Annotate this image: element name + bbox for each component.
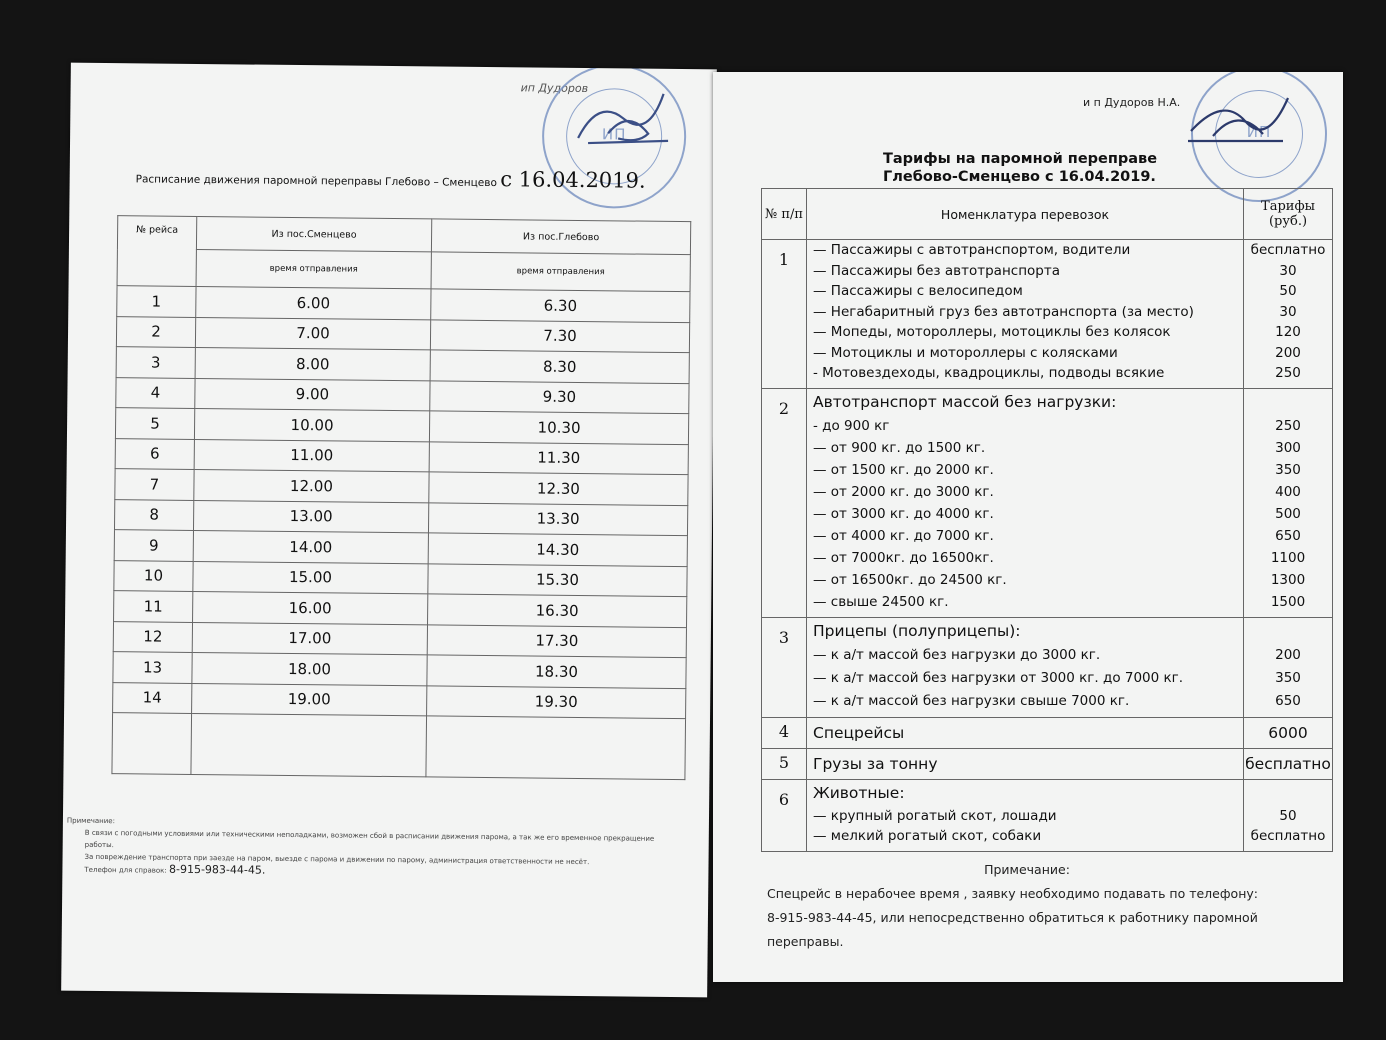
col-header-number: № рейса (117, 216, 197, 287)
trip-number: 14 (113, 682, 192, 713)
tariff-price: 200 (1275, 344, 1301, 361)
tariff-price: 650 (1275, 692, 1301, 709)
section-heading: Прицепы (полуприцепы): (813, 621, 1021, 640)
tariff-section (762, 748, 1333, 779)
section-description (807, 617, 1244, 717)
section-prices (1244, 717, 1333, 748)
departure-glebovo: 16.30 (428, 594, 687, 627)
tariff-price: 400 (1275, 483, 1301, 500)
trip-number: 4 (116, 377, 195, 408)
departure-glebovo: 15.30 (428, 563, 687, 596)
tariff-item: — Мотоциклы и мотороллеры с колясками (813, 344, 1118, 361)
departure-glebovo: 13.30 (428, 502, 687, 535)
schedule-note (66, 815, 657, 882)
trip-number: 1 (117, 286, 196, 317)
departure-glebovo: 6.30 (431, 289, 690, 322)
schedule-sheet (61, 63, 717, 998)
tariff-price: 250 (1275, 365, 1301, 381)
schedule-title-text: Расписание движения паромной переправы Глебово – Сменцево (135, 173, 497, 190)
section-description (807, 388, 1244, 617)
tariff-price: бесплатно (1250, 242, 1326, 258)
sub-header-departure: время отправления (431, 252, 690, 292)
tariff-sheet (713, 72, 1343, 982)
section-heading: Автотранспорт массой без нагрузки: (813, 392, 1117, 411)
tariff-section (762, 779, 1333, 851)
section-prices (1244, 617, 1333, 717)
section-heading: Спецрейсы (813, 723, 905, 742)
phone-label: Телефон для справок: (84, 865, 167, 875)
note-title: Примечание: (984, 862, 1070, 877)
departure-glebovo: 7.30 (430, 319, 689, 352)
departure-smentsevo: 12.00 (194, 469, 429, 502)
tariff-title-line1: Тарифы на паромной переправе (883, 151, 1158, 167)
tariff-item: — от 16500кг. до 24500 кг. (813, 571, 1007, 588)
departure-smentsevo: 19.00 (192, 683, 427, 716)
tariff-note (767, 858, 1327, 954)
tariff-price: 50 (1279, 283, 1297, 299)
tariff-price: 120 (1275, 324, 1301, 340)
departure-glebovo: 14.30 (428, 533, 687, 566)
note-contact: 8-915-983-44-45, или непосредственно обратиться к работнику паромной переправы. (767, 910, 1258, 949)
departure-glebovo: 12.30 (429, 472, 688, 505)
departure-glebovo: 18.30 (427, 655, 686, 688)
trip-number: 13 (113, 652, 192, 683)
tariff-item: — Мопеды, мотороллеры, мотоциклы без колясок (813, 324, 1171, 340)
price-spacer (1244, 780, 1332, 806)
section-prices (1244, 748, 1333, 779)
trip-number: 2 (116, 316, 195, 347)
departure-glebovo: 11.30 (429, 441, 688, 474)
section-number: 4 (762, 717, 807, 748)
tariff-price: 200 (1275, 646, 1301, 663)
departure-smentsevo: 6.00 (196, 286, 431, 319)
departure-glebovo: 19.30 (427, 685, 686, 718)
trip-number: 7 (115, 469, 194, 500)
section-price: 6000 (1268, 723, 1308, 742)
ip-note: ип Дудоров (520, 81, 589, 96)
section-description (807, 779, 1244, 851)
tariff-item: — от 4000 кг. до 7000 кг. (813, 527, 994, 544)
phone-number: 8-915-983-44-45. (168, 862, 266, 877)
col-header-smentsevo: Из пос.Сменцево (196, 216, 431, 251)
section-description (807, 717, 1244, 748)
note-special-trip: Спецрейс в нерабочее время , заявку необходимо подавать по телефону: (767, 886, 1258, 901)
section-prices (1244, 779, 1333, 851)
trip-number: 8 (114, 499, 193, 530)
departure-smentsevo: 8.00 (195, 347, 430, 380)
tariff-price: 350 (1275, 669, 1301, 686)
tariff-item: — от 1500 кг. до 2000 кг. (813, 461, 994, 478)
tariff-price: 50 (1279, 807, 1297, 824)
section-price: бесплатно (1245, 754, 1331, 773)
tariff-item: — свыше 24500 кг. (813, 593, 949, 610)
tariff-title (883, 150, 1157, 186)
tariff-item: — от 7000кг. до 16500кг. (813, 549, 994, 566)
section-prices (1244, 240, 1333, 389)
section-description (807, 748, 1244, 779)
section-number: 1 (762, 240, 807, 389)
schedule-title-date: с 16.04.2019. (500, 167, 646, 193)
tariff-price: бесплатно (1250, 828, 1326, 844)
section-prices (1244, 388, 1333, 617)
note-damage: За повреждение транспорта при заезде на паром, выезде с парома и движении по парому, администрация ответственности не несёт. (84, 852, 590, 867)
departure-glebovo: 8.30 (430, 350, 689, 383)
sub-header-departure: время отправления (196, 249, 431, 288)
note-title: Примечание: (66, 816, 116, 826)
col-header-nomenclature: Номенклатура перевозок (807, 189, 1244, 240)
price-spacer (1244, 618, 1332, 644)
signature-image (1183, 86, 1293, 156)
schedule-table (111, 215, 691, 780)
col-header-glebovo: Из пос.Глебово (431, 219, 690, 255)
section-number: 3 (762, 617, 807, 717)
departure-smentsevo: 13.00 (193, 500, 428, 533)
departure-glebovo: 10.30 (429, 411, 688, 444)
tariff-title-line2: Глебово-Сменцево с 16.04.2019. (883, 169, 1156, 185)
tariff-item: — от 900 кг. до 1500 кг. (813, 439, 986, 456)
tariff-item: — Пассажиры без автотранспорта (813, 262, 1060, 279)
tariff-price: 350 (1275, 461, 1301, 478)
schedule-title (136, 163, 646, 192)
trip-number: 9 (114, 530, 193, 561)
schedule-row-empty (112, 713, 686, 780)
tariff-table (761, 188, 1333, 852)
departure-glebovo: 17.30 (427, 624, 686, 657)
tariff-item: — Пассажиры с велосипедом (813, 283, 1023, 299)
trip-number: 5 (115, 408, 194, 439)
price-spacer (1244, 389, 1332, 415)
section-heading: Грузы за тонну (813, 754, 938, 773)
section-number: 6 (762, 779, 807, 851)
departure-smentsevo: 7.00 (195, 317, 430, 350)
departure-smentsevo: 9.00 (195, 378, 430, 411)
tariff-item: — от 3000 кг. до 4000 кг. (813, 505, 994, 522)
section-number: 5 (762, 748, 807, 779)
tariff-item: - Мотовездеходы, квадроциклы, подводы всякие (813, 365, 1165, 381)
trip-number: 11 (114, 591, 193, 622)
departure-smentsevo: 15.00 (193, 561, 428, 594)
trip-number: 3 (116, 347, 195, 378)
tariff-price: 1300 (1270, 571, 1306, 588)
tariff-section (762, 717, 1333, 748)
empty-cell (426, 716, 686, 780)
tariff-item: — от 2000 кг. до 3000 кг. (813, 483, 994, 500)
tariff-section (762, 388, 1333, 617)
departure-smentsevo: 10.00 (194, 408, 429, 441)
col-header-number: № п/п (762, 189, 807, 240)
departure-smentsevo: 16.00 (193, 591, 428, 624)
stamp-text: ИП (601, 125, 627, 144)
stamp-text: ИП (1246, 123, 1272, 142)
tariff-item: — к а/т массой без нагрузки до 3000 кг. (813, 646, 1101, 663)
tariff-price: 1500 (1270, 593, 1306, 610)
departure-smentsevo: 17.00 (192, 622, 427, 655)
tariff-section (762, 240, 1333, 389)
tariff-item: — мелкий рогатый скот, собаки (813, 828, 1042, 844)
tariff-item: — к а/т массой без нагрузки от 3000 кг. до 7000 кг. (813, 669, 1184, 686)
tariff-price: 250 (1275, 417, 1301, 434)
section-description (807, 240, 1244, 389)
trip-number: 10 (114, 560, 193, 591)
tariff-item: — к а/т массой без нагрузки свыше 7000 кг. (813, 692, 1130, 709)
tariff-item: — крупный рогатый скот, лошади (813, 807, 1057, 824)
departure-smentsevo: 11.00 (194, 439, 429, 472)
tariff-price: 1100 (1270, 549, 1306, 566)
departure-glebovo: 9.30 (430, 380, 689, 413)
trip-number: 12 (113, 621, 192, 652)
tariff-price: 30 (1279, 303, 1297, 320)
tariff-item: — Негабаритный груз без автотранспорта (за место) (813, 303, 1194, 320)
signature-image (568, 78, 679, 159)
section-heading: Животные: (813, 783, 905, 802)
section-number: 2 (762, 388, 807, 617)
col-header-tariff: Тарифы (руб.) (1244, 189, 1333, 240)
departure-smentsevo: 18.00 (192, 652, 427, 685)
tariff-item: - до 900 кг (813, 417, 890, 434)
tariff-price: 30 (1279, 262, 1297, 279)
empty-cell (191, 713, 427, 776)
tariff-price: 650 (1275, 527, 1301, 544)
note-weather: В связи с погодными условиями или техническими неполадками, возможен сбой в расписании движения парома, а так же его временное прекращение работы. (84, 828, 655, 850)
empty-cell (112, 713, 192, 775)
departure-smentsevo: 14.00 (193, 530, 428, 563)
ip-note: и п Дудоров Н.А. (1083, 96, 1181, 109)
tariff-price: 300 (1275, 439, 1301, 456)
trip-number: 6 (115, 438, 194, 469)
tariff-item: — Пассажиры с автотранспортом, водители (813, 242, 1131, 258)
tariff-section (762, 617, 1333, 717)
tariff-price: 500 (1275, 505, 1301, 522)
